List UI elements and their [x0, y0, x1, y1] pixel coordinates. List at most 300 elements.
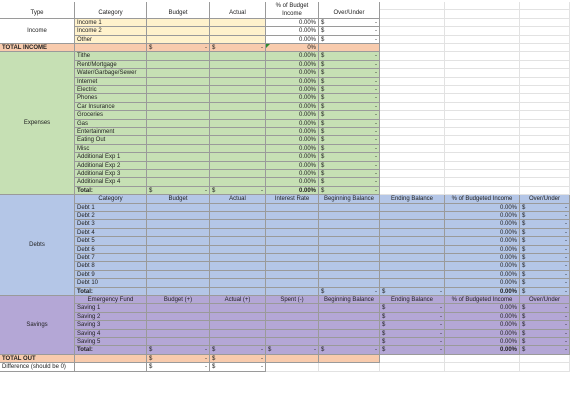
- expense-pct[interactable]: 0.00%: [266, 86, 319, 94]
- income-pct[interactable]: 0.00%: [266, 19, 319, 27]
- expense-pct[interactable]: 0.00%: [266, 78, 319, 86]
- saving-category[interactable]: Saving 4: [75, 330, 147, 338]
- empty-cell[interactable]: [380, 10, 445, 18]
- income-category[interactable]: Other: [75, 36, 147, 44]
- difference-category[interactable]: [75, 363, 147, 371]
- expense-pct[interactable]: 0.00%: [266, 94, 319, 102]
- debt-value[interactable]: [147, 254, 210, 262]
- debt-category[interactable]: Debt 7: [75, 254, 147, 262]
- expense-category[interactable]: Rent/Mortgage: [75, 61, 147, 69]
- debt-value[interactable]: [147, 271, 210, 279]
- income-over-under[interactable]: [319, 36, 380, 44]
- saving-over-under[interactable]: [520, 338, 570, 346]
- debt-total-budget[interactable]: [147, 288, 210, 296]
- empty-cell[interactable]: [380, 36, 445, 44]
- income-over-under[interactable]: [319, 19, 380, 27]
- expense-pct[interactable]: 0.00%: [266, 111, 319, 119]
- debt-value[interactable]: [210, 237, 266, 245]
- expense-category[interactable]: Additional Exp 2: [75, 162, 147, 170]
- debt-value[interactable]: [319, 246, 380, 254]
- saving-over-under[interactable]: [520, 313, 570, 321]
- expense-over-under[interactable]: [319, 178, 380, 186]
- debt-value[interactable]: [380, 229, 445, 237]
- debt-pct[interactable]: 0.00%: [445, 262, 520, 270]
- debt-value[interactable]: [319, 237, 380, 245]
- expense-pct[interactable]: 0.00%: [266, 69, 319, 77]
- debt-value[interactable]: [319, 279, 380, 287]
- debt-value[interactable]: [266, 254, 319, 262]
- expense-budget[interactable]: [147, 111, 210, 119]
- empty-cell[interactable]: [445, 120, 520, 128]
- empty-cell[interactable]: [380, 52, 445, 60]
- empty-cell[interactable]: [445, 19, 520, 27]
- expense-category[interactable]: Phones: [75, 94, 147, 102]
- expense-over-under[interactable]: [319, 52, 380, 60]
- debt-category[interactable]: Debt 9: [75, 271, 147, 279]
- expense-pct[interactable]: 0.00%: [266, 145, 319, 153]
- expense-budget[interactable]: [147, 78, 210, 86]
- debt-value[interactable]: [319, 220, 380, 228]
- expense-category[interactable]: Entertainment: [75, 128, 147, 136]
- empty-cell[interactable]: [520, 120, 570, 128]
- debt-value[interactable]: [210, 271, 266, 279]
- income-actual[interactable]: [210, 27, 266, 35]
- debt-over-under[interactable]: [520, 220, 570, 228]
- expense-actual[interactable]: [210, 86, 266, 94]
- expense-budget[interactable]: [147, 178, 210, 186]
- expense-actual[interactable]: [210, 69, 266, 77]
- debt-value[interactable]: [147, 229, 210, 237]
- saving-value[interactable]: [210, 330, 266, 338]
- debt-value[interactable]: [319, 204, 380, 212]
- saving-over-under[interactable]: [520, 330, 570, 338]
- debt-value[interactable]: [147, 237, 210, 245]
- saving-value[interactable]: [319, 313, 380, 321]
- debt-total-beginning[interactable]: [319, 288, 380, 296]
- debt-pct[interactable]: 0.00%: [445, 237, 520, 245]
- empty-cell[interactable]: [520, 19, 570, 27]
- expense-actual[interactable]: [210, 145, 266, 153]
- income-budget[interactable]: [147, 36, 210, 44]
- expense-over-under[interactable]: [319, 153, 380, 161]
- empty-cell[interactable]: [520, 178, 570, 186]
- expense-actual[interactable]: [210, 61, 266, 69]
- debt-value[interactable]: [147, 220, 210, 228]
- expense-pct[interactable]: 0.00%: [266, 153, 319, 161]
- saving-category[interactable]: Saving 1: [75, 304, 147, 312]
- empty-cell[interactable]: [380, 145, 445, 153]
- difference-actual[interactable]: [210, 363, 266, 371]
- debt-pct[interactable]: 0.00%: [445, 246, 520, 254]
- empty-cell[interactable]: [445, 363, 520, 371]
- debt-category[interactable]: Debt 6: [75, 246, 147, 254]
- total-out-category[interactable]: [75, 355, 147, 363]
- expense-budget[interactable]: [147, 86, 210, 94]
- empty-cell[interactable]: [380, 44, 445, 52]
- debt-value[interactable]: [266, 246, 319, 254]
- empty-cell[interactable]: [380, 103, 445, 111]
- debt-value[interactable]: [266, 262, 319, 270]
- empty-cell[interactable]: [520, 86, 570, 94]
- income-pct[interactable]: 0.00%: [266, 27, 319, 35]
- empty-cell[interactable]: [380, 153, 445, 161]
- income-actual[interactable]: [210, 36, 266, 44]
- debt-category[interactable]: Debt 2: [75, 212, 147, 220]
- debt-total-ending[interactable]: [380, 288, 445, 296]
- debt-total-pct[interactable]: 0.00%: [445, 288, 520, 296]
- saving-value[interactable]: [266, 330, 319, 338]
- debt-category[interactable]: Debt 4: [75, 229, 147, 237]
- empty-cell[interactable]: [520, 111, 570, 119]
- empty-cell[interactable]: [520, 363, 570, 371]
- expense-category[interactable]: Tithe: [75, 52, 147, 60]
- debt-value[interactable]: [319, 254, 380, 262]
- expense-budget[interactable]: [147, 61, 210, 69]
- debt-value[interactable]: [266, 204, 319, 212]
- debt-pct[interactable]: 0.00%: [445, 229, 520, 237]
- saving-value[interactable]: [319, 330, 380, 338]
- income-over-under[interactable]: [319, 27, 380, 35]
- debt-value[interactable]: [380, 254, 445, 262]
- income-pct[interactable]: 0.00%: [266, 36, 319, 44]
- expense-actual[interactable]: [210, 120, 266, 128]
- saving-value[interactable]: [147, 330, 210, 338]
- saving-ending-balance[interactable]: [380, 338, 445, 346]
- debt-pct[interactable]: 0.00%: [445, 271, 520, 279]
- expense-budget[interactable]: [147, 52, 210, 60]
- empty-cell[interactable]: [520, 162, 570, 170]
- debt-value[interactable]: [210, 229, 266, 237]
- expense-over-under[interactable]: [319, 170, 380, 178]
- empty-cell[interactable]: [520, 136, 570, 144]
- saving-over-under[interactable]: [520, 304, 570, 312]
- empty-cell[interactable]: [266, 363, 319, 371]
- empty-cell[interactable]: [445, 44, 520, 52]
- saving-value[interactable]: [266, 321, 319, 329]
- saving-value[interactable]: [319, 338, 380, 346]
- total-out-budget[interactable]: [147, 355, 210, 363]
- expense-pct[interactable]: 0.00%: [266, 178, 319, 186]
- empty-cell[interactable]: [380, 111, 445, 119]
- expense-total-pct[interactable]: 0.00%: [266, 187, 319, 195]
- difference-budget[interactable]: [147, 363, 210, 371]
- expense-over-under[interactable]: [319, 78, 380, 86]
- expense-budget[interactable]: [147, 69, 210, 77]
- saving-total-beginning[interactable]: [319, 346, 380, 354]
- debt-category[interactable]: Debt 1: [75, 204, 147, 212]
- empty-cell[interactable]: [445, 27, 520, 35]
- expense-category[interactable]: Internet: [75, 78, 147, 86]
- empty-cell[interactable]: [520, 153, 570, 161]
- debt-value[interactable]: [210, 246, 266, 254]
- income-category[interactable]: Income 1: [75, 19, 147, 27]
- saving-value[interactable]: [210, 313, 266, 321]
- expense-actual[interactable]: [210, 128, 266, 136]
- empty-cell[interactable]: [445, 69, 520, 77]
- empty-cell[interactable]: [380, 170, 445, 178]
- debt-category[interactable]: Debt 3: [75, 220, 147, 228]
- expense-pct[interactable]: 0.00%: [266, 170, 319, 178]
- expense-actual[interactable]: [210, 78, 266, 86]
- saving-over-under[interactable]: [520, 321, 570, 329]
- expense-budget[interactable]: [147, 128, 210, 136]
- total-income-over-under[interactable]: [319, 44, 380, 52]
- empty-cell[interactable]: [380, 162, 445, 170]
- empty-cell[interactable]: [380, 69, 445, 77]
- empty-cell[interactable]: [380, 120, 445, 128]
- empty-cell[interactable]: [520, 355, 570, 363]
- expense-over-under[interactable]: [319, 69, 380, 77]
- debt-value[interactable]: [266, 279, 319, 287]
- empty-cell[interactable]: [319, 363, 380, 371]
- expense-over-under[interactable]: [319, 86, 380, 94]
- saving-category[interactable]: Saving 5: [75, 338, 147, 346]
- saving-pct[interactable]: 0.00%: [445, 321, 520, 329]
- expense-over-under[interactable]: [319, 103, 380, 111]
- saving-pct[interactable]: 0.00%: [445, 338, 520, 346]
- expense-actual[interactable]: [210, 153, 266, 161]
- empty-cell[interactable]: [520, 170, 570, 178]
- debt-value[interactable]: [380, 220, 445, 228]
- saving-total-actual[interactable]: [210, 346, 266, 354]
- expense-category[interactable]: Additional Exp 1: [75, 153, 147, 161]
- expense-category[interactable]: Misc: [75, 145, 147, 153]
- saving-total-over-under[interactable]: [520, 346, 570, 354]
- debt-value[interactable]: [380, 279, 445, 287]
- expense-over-under[interactable]: [319, 94, 380, 102]
- income-category[interactable]: Income 2: [75, 27, 147, 35]
- empty-cell[interactable]: [520, 78, 570, 86]
- income-budget[interactable]: [147, 27, 210, 35]
- empty-cell[interactable]: [380, 94, 445, 102]
- debt-value[interactable]: [380, 271, 445, 279]
- empty-cell[interactable]: [445, 136, 520, 144]
- empty-cell[interactable]: [380, 78, 445, 86]
- empty-cell[interactable]: [380, 355, 445, 363]
- expense-over-under[interactable]: [319, 128, 380, 136]
- debt-total-rate[interactable]: [266, 288, 319, 296]
- saving-value[interactable]: [266, 313, 319, 321]
- empty-cell[interactable]: [445, 178, 520, 186]
- debt-value[interactable]: [380, 237, 445, 245]
- debt-value[interactable]: [210, 254, 266, 262]
- debt-value[interactable]: [147, 246, 210, 254]
- empty-cell[interactable]: [380, 187, 445, 195]
- debt-value[interactable]: [319, 229, 380, 237]
- debt-value[interactable]: [319, 271, 380, 279]
- empty-cell[interactable]: [520, 10, 570, 18]
- empty-cell[interactable]: [445, 103, 520, 111]
- debt-value[interactable]: [380, 262, 445, 270]
- debt-over-under[interactable]: [520, 204, 570, 212]
- expense-actual[interactable]: [210, 94, 266, 102]
- saving-value[interactable]: [319, 321, 380, 329]
- expense-total-actual[interactable]: [210, 187, 266, 195]
- expense-category[interactable]: Additional Exp 4: [75, 178, 147, 186]
- saving-value[interactable]: [210, 304, 266, 312]
- debt-value[interactable]: [380, 212, 445, 220]
- debt-value[interactable]: [266, 237, 319, 245]
- expense-total-budget[interactable]: [147, 187, 210, 195]
- expense-budget[interactable]: [147, 103, 210, 111]
- empty-cell[interactable]: [380, 2, 445, 10]
- saving-pct[interactable]: 0.00%: [445, 313, 520, 321]
- expense-budget[interactable]: [147, 162, 210, 170]
- debt-value[interactable]: [380, 246, 445, 254]
- saving-category[interactable]: Saving 3: [75, 321, 147, 329]
- empty-cell[interactable]: [445, 86, 520, 94]
- empty-cell[interactable]: [380, 27, 445, 35]
- debt-total-over-under[interactable]: [520, 288, 570, 296]
- empty-cell[interactable]: [520, 145, 570, 153]
- saving-total-spent[interactable]: [266, 346, 319, 354]
- empty-cell[interactable]: [380, 61, 445, 69]
- empty-cell[interactable]: [445, 355, 520, 363]
- debt-pct[interactable]: 0.00%: [445, 279, 520, 287]
- debt-over-under[interactable]: [520, 237, 570, 245]
- expense-pct[interactable]: 0.00%: [266, 128, 319, 136]
- empty-cell[interactable]: [520, 36, 570, 44]
- empty-cell[interactable]: [445, 2, 520, 10]
- debt-value[interactable]: [266, 271, 319, 279]
- debt-value[interactable]: [319, 262, 380, 270]
- debt-category[interactable]: Debt 8: [75, 262, 147, 270]
- debt-value[interactable]: [147, 212, 210, 220]
- expense-over-under[interactable]: [319, 120, 380, 128]
- empty-cell[interactable]: [520, 44, 570, 52]
- empty-cell[interactable]: [380, 128, 445, 136]
- debt-over-under[interactable]: [520, 279, 570, 287]
- expense-actual[interactable]: [210, 136, 266, 144]
- empty-cell[interactable]: [445, 153, 520, 161]
- empty-cell[interactable]: [445, 187, 520, 195]
- expense-over-under[interactable]: [319, 162, 380, 170]
- expense-pct[interactable]: 0.00%: [266, 103, 319, 111]
- expense-pct[interactable]: 0.00%: [266, 162, 319, 170]
- expense-category[interactable]: Additional Exp 3: [75, 170, 147, 178]
- saving-value[interactable]: [319, 304, 380, 312]
- empty-cell[interactable]: [380, 178, 445, 186]
- expense-actual[interactable]: [210, 178, 266, 186]
- empty-cell[interactable]: [520, 2, 570, 10]
- debt-pct[interactable]: 0.00%: [445, 254, 520, 262]
- expense-pct[interactable]: 0.00%: [266, 61, 319, 69]
- debt-value[interactable]: [266, 212, 319, 220]
- debt-value[interactable]: [147, 204, 210, 212]
- empty-cell[interactable]: [520, 27, 570, 35]
- expense-category[interactable]: Groceries: [75, 111, 147, 119]
- empty-cell[interactable]: [445, 162, 520, 170]
- debt-over-under[interactable]: [520, 246, 570, 254]
- income-budget[interactable]: [147, 19, 210, 27]
- saving-total-ending[interactable]: [380, 346, 445, 354]
- empty-cell[interactable]: [520, 61, 570, 69]
- empty-cell[interactable]: [445, 111, 520, 119]
- debt-pct[interactable]: 0.00%: [445, 212, 520, 220]
- saving-category[interactable]: Saving 2: [75, 313, 147, 321]
- empty-cell[interactable]: [380, 86, 445, 94]
- expense-budget[interactable]: [147, 145, 210, 153]
- total-out-pct[interactable]: [266, 355, 319, 363]
- expense-budget[interactable]: [147, 170, 210, 178]
- expense-budget[interactable]: [147, 136, 210, 144]
- expense-category[interactable]: Car Insurance: [75, 103, 147, 111]
- debt-value[interactable]: [266, 220, 319, 228]
- expense-budget[interactable]: [147, 120, 210, 128]
- debt-pct[interactable]: 0.00%: [445, 204, 520, 212]
- empty-cell[interactable]: [445, 10, 520, 18]
- debt-value[interactable]: [210, 262, 266, 270]
- saving-value[interactable]: [147, 321, 210, 329]
- expense-budget[interactable]: [147, 153, 210, 161]
- debt-value[interactable]: [380, 204, 445, 212]
- saving-ending-balance[interactable]: [380, 330, 445, 338]
- saving-value[interactable]: [210, 338, 266, 346]
- debt-value[interactable]: [210, 220, 266, 228]
- expense-pct[interactable]: 0.00%: [266, 120, 319, 128]
- empty-cell[interactable]: [445, 61, 520, 69]
- saving-ending-balance[interactable]: [380, 313, 445, 321]
- empty-cell[interactable]: [445, 170, 520, 178]
- debt-value[interactable]: [210, 212, 266, 220]
- saving-total-budget[interactable]: [147, 346, 210, 354]
- expense-over-under[interactable]: [319, 136, 380, 144]
- empty-cell[interactable]: [445, 94, 520, 102]
- expense-pct[interactable]: 0.00%: [266, 136, 319, 144]
- total-income-budget[interactable]: [147, 44, 210, 52]
- total-income-actual[interactable]: [210, 44, 266, 52]
- empty-cell[interactable]: [520, 52, 570, 60]
- debt-value[interactable]: [210, 204, 266, 212]
- empty-cell[interactable]: [520, 187, 570, 195]
- empty-cell[interactable]: [445, 36, 520, 44]
- expense-actual[interactable]: [210, 162, 266, 170]
- expense-actual[interactable]: [210, 111, 266, 119]
- empty-cell[interactable]: [520, 128, 570, 136]
- debt-total-actual[interactable]: [210, 288, 266, 296]
- empty-cell[interactable]: [380, 136, 445, 144]
- expense-category[interactable]: Electric: [75, 86, 147, 94]
- debt-over-under[interactable]: [520, 212, 570, 220]
- empty-cell[interactable]: [380, 19, 445, 27]
- debt-category[interactable]: Debt 10: [75, 279, 147, 287]
- expense-over-under[interactable]: [319, 145, 380, 153]
- empty-cell[interactable]: [520, 69, 570, 77]
- saving-value[interactable]: [266, 304, 319, 312]
- expense-pct[interactable]: 0.00%: [266, 52, 319, 60]
- debt-over-under[interactable]: [520, 254, 570, 262]
- expense-total-over-under[interactable]: [319, 187, 380, 195]
- total-income-pct[interactable]: 0%: [266, 44, 319, 52]
- empty-cell[interactable]: [520, 103, 570, 111]
- expense-category[interactable]: Gas: [75, 120, 147, 128]
- expense-over-under[interactable]: [319, 61, 380, 69]
- debt-value[interactable]: [266, 229, 319, 237]
- expense-actual[interactable]: [210, 103, 266, 111]
- total-income-category[interactable]: [75, 44, 147, 52]
- saving-total-pct[interactable]: 0.00%: [445, 346, 520, 354]
- saving-value[interactable]: [210, 321, 266, 329]
- debt-value[interactable]: [319, 212, 380, 220]
- expense-category[interactable]: Eating Out: [75, 136, 147, 144]
- debt-over-under[interactable]: [520, 229, 570, 237]
- total-out-over-under[interactable]: [319, 355, 380, 363]
- empty-cell[interactable]: [445, 78, 520, 86]
- saving-value[interactable]: [147, 313, 210, 321]
- expense-budget[interactable]: [147, 94, 210, 102]
- expense-category[interactable]: Water/Garbage/Sewer: [75, 69, 147, 77]
- total-out-actual[interactable]: [210, 355, 266, 363]
